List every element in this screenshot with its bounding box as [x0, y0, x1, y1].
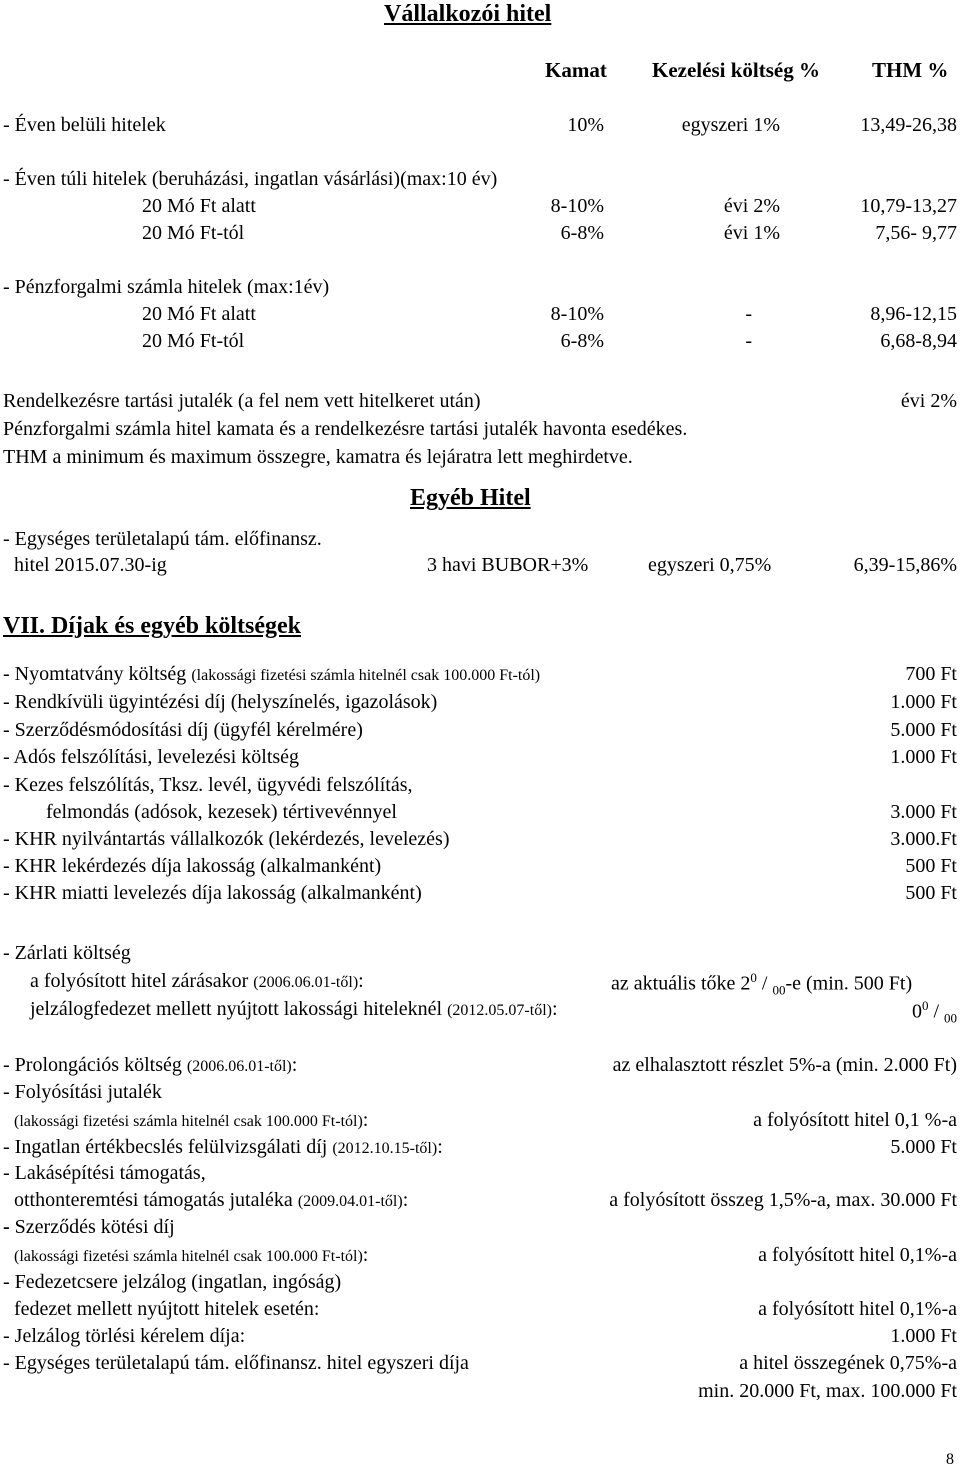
closing-row-date: (2012.05.07-től) — [447, 1002, 552, 1019]
cash-flow-row-kamat: 6-8% — [560, 330, 604, 352]
cash-flow-row-label: 20 Mó Ft alatt — [142, 303, 256, 325]
permille-slash: / — [761, 972, 768, 995]
cash-flow-row-kamat: 8-10% — [550, 303, 604, 325]
fee-value: 1.000 Ft — [890, 691, 957, 713]
lower-item-note-text: (lakossági fizetési számla hitelnél csak 100.000 Ft-tól) — [14, 1248, 363, 1265]
commitment-fee-label: Rendelkezésre tartási jutalék (a fel nem vett hitelkeret után) — [3, 390, 481, 412]
lower-item-value: a folyósított hitel 0,1%-a — [758, 1298, 957, 1320]
fee-value: 3.000 Ft — [890, 801, 957, 823]
within-year-thm: 13,49-26,38 — [860, 114, 957, 136]
fee-value: 1.000 Ft — [890, 746, 957, 768]
page-title: Vállalkozói hitel — [384, 1, 552, 27]
fee-value: 500 Ft — [905, 855, 957, 877]
other-credit-label: hitel 2015.07.30-ig — [14, 554, 167, 576]
other-credit-thm: 6,39-15,86% — [853, 554, 957, 576]
cash-flow-row-thm: 6,68-8,94 — [880, 330, 957, 352]
other-credit-heading: Egyéb Hitel — [410, 485, 531, 511]
lower-item-label: - Folyósítási jutalék — [3, 1081, 162, 1103]
lower-item-label: - Egységes területalapú tám. előfinansz. hitel egyszeri díja — [3, 1352, 469, 1374]
commitment-fee-value: évi 2% — [900, 390, 957, 412]
closing-row: a folyósított hitel zárásakor (2006.06.01-től): — [30, 970, 364, 992]
header-kezelesi: Kezelési költség % — [652, 58, 820, 82]
fee-label: - Rendkívüli ügyintézési díj (helyszínelés, igazolások) — [3, 691, 438, 713]
fee-label: - KHR lekérdezés díja lakosság (alkalmanként) — [3, 855, 382, 877]
permille-sub: 00 — [944, 1010, 957, 1026]
other-credit-kamat: 3 havi BUBOR+3% — [427, 554, 589, 576]
lower-item-note: (lakossági fizetési számla hitelnél csak 100.000 Ft-tól): — [14, 1244, 369, 1266]
over-year-row-label: 20 Mó Ft-tól — [142, 222, 245, 244]
permille-slash: / — [933, 1000, 939, 1023]
closing-row-label: a folyósított hitel zárásakor — [30, 970, 249, 992]
fee-label: - Nyomtatvány költség — [3, 663, 187, 685]
closing-label: - Zárlati költség — [3, 942, 131, 964]
fee-item — [3, 664, 540, 684]
closing-row: jelzálogfedezet mellett nyújtott lakossági hiteleknél (2012.05.07-től): — [30, 998, 558, 1020]
fee-value: 5.000 Ft — [890, 719, 957, 741]
lower-item: otthonteremtési támogatás jutaléka (2009.04.01-től): — [14, 1189, 409, 1211]
within-year-kamat: 10% — [567, 114, 604, 136]
closing-value-pre: az aktuális tőke 2 — [611, 972, 751, 995]
fee-label-cont: felmondás (adósok, kezesek) tértivevénnyel — [46, 801, 397, 823]
note-line: Pénzforgalmi számla hitel kamata és a rendelkezésre tartási jutalék havonta esedékes. — [3, 418, 688, 440]
other-credit-kezelesi: egyszeri 0,75% — [648, 554, 772, 576]
over-year-row-thm: 10,79-13,27 — [860, 195, 957, 217]
fee-label: - KHR miatti levelezés díja lakosság (alkalmanként) — [3, 882, 422, 904]
lower-item-label-cont: fedezet mellett nyújtott hitelek esetén: — [14, 1298, 320, 1320]
cash-flow-row-kezelesi: - — [745, 303, 752, 325]
lower-item-value: a folyósított összeg 1,5%-a, max. 30.000 Ft — [609, 1189, 957, 1211]
lower-item-date: (2006.06.01-től) — [186, 1058, 292, 1075]
closing-row-value — [912, 999, 957, 1025]
closing-value-pre: 0 — [911, 1000, 922, 1023]
fee-value: 700 Ft — [905, 663, 957, 685]
lower-item-value: a folyósított hitel 0,1 %-a — [753, 1109, 957, 1131]
within-year-label: - Éven belüli hitelek — [3, 114, 166, 136]
closing-row-date: (2006.06.01-től) — [253, 974, 359, 991]
header-thm: THM % — [872, 58, 949, 82]
lower-item-value: 5.000 Ft — [890, 1136, 957, 1158]
fees-heading: VII. Díjak és egyéb költségek — [3, 613, 301, 639]
lower-item-label — [3, 1217, 175, 1237]
permille-sup: 0 — [921, 998, 929, 1013]
closing-value-post: -e (min. 500 Ft) — [785, 972, 913, 995]
fee-label: - Kezes felszólítás, Tksz. levél, ügyvédi felszólítás, — [3, 774, 413, 796]
closing-row-value — [611, 971, 912, 997]
lower-item-value: az elhalasztott részlet 5%-a (min. 2.000 Ft) — [612, 1054, 957, 1076]
header-kamat: Kamat — [545, 58, 607, 82]
lower-item-dash: - — [3, 1216, 10, 1238]
lower-item-value: a folyósított hitel 0,1%-a — [758, 1244, 957, 1266]
permille-sup: 0 — [750, 970, 757, 985]
closing-row-label: jelzálogfedezet mellett nyújtott lakossági hiteleknél — [30, 998, 443, 1020]
within-year-kezelesi: egyszeri 1% — [681, 114, 780, 136]
note-line: THM a minimum és maximum összegre, kamatra és lejáratra lett meghirdetve. — [3, 446, 633, 468]
over-year-row-thm: 7,56- 9,77 — [875, 222, 957, 244]
over-year-label: - Éven túli hitelek (beruházási, ingatlan vásárlási)(max:10 év) — [3, 168, 498, 190]
cash-flow-row-kezelesi: - — [745, 330, 752, 352]
lower-item-value-cont: min. 20.000 Ft, max. 100.000 Ft — [698, 1380, 957, 1402]
cash-flow-row-thm: 8,96-12,15 — [870, 303, 957, 325]
other-credit-label: - Egységes területalapú tám. előfinansz. — [3, 528, 322, 550]
lower-item-label-cont: otthonteremtési támogatás jutaléka — [14, 1189, 293, 1211]
lower-item-label-text: Szerződés kötési díj — [9, 1216, 175, 1238]
lower-item: - Prolongációs költség (2006.06.01-től): — [3, 1054, 298, 1076]
over-year-row-kezelesi: évi 2% — [723, 195, 780, 217]
permille-sub: 00 — [772, 982, 786, 998]
lower-item-label: - Jelzálog törlési kérelem díja: — [3, 1325, 246, 1347]
fee-value: 3.000.Ft — [890, 828, 957, 850]
lower-item: - Ingatlan értékbecslés felülvizsgálati díj (2012.10.15-től): — [3, 1136, 443, 1158]
lower-item-value: 1.000 Ft — [890, 1325, 957, 1347]
fee-label: - KHR nyilvántartás vállalkozók (lekérdezés, levelezés) — [3, 828, 450, 850]
lower-item-note-text: (lakossági fizetési számla hitelnél csak 100.000 Ft-tól) — [14, 1113, 363, 1130]
cash-flow-row-label: 20 Mó Ft-tól — [142, 330, 245, 352]
over-year-row-kezelesi: évi 1% — [723, 222, 780, 244]
fee-label: - Adós felszólítási, levelezési költség — [3, 746, 300, 768]
fee-note: (lakossági fizetési számla hitelnél csak 100.000 Ft-tól) — [191, 667, 541, 684]
over-year-row-kamat: 8-10% — [550, 195, 604, 217]
lower-item-date: (2009.04.01-től) — [297, 1193, 403, 1210]
lower-item-label: - Lakásépítési támogatás, — [3, 1162, 206, 1184]
fee-value: 500 Ft — [905, 882, 957, 904]
page-number: 8 — [946, 1451, 954, 1468]
lower-item-date: (2012.10.15-től) — [332, 1140, 438, 1157]
fee-label: - Szerződésmódosítási díj (ügyfél kérelmére) — [3, 719, 363, 741]
lower-item-label: - Prolongációs költség — [3, 1054, 182, 1076]
over-year-row-label: 20 Mó Ft alatt — [142, 195, 256, 217]
lower-item-label: - Fedezetcsere jelzálog (ingatlan, ingóság) — [3, 1271, 342, 1293]
lower-item-value: a hitel összegének 0,75%-a — [739, 1352, 957, 1374]
lower-item-label: - Ingatlan értékbecslés felülvizsgálati díj — [3, 1136, 328, 1158]
over-year-row-kamat: 6-8% — [560, 222, 604, 244]
lower-item-note: (lakossági fizetési számla hitelnél csak 100.000 Ft-tól): — [14, 1109, 369, 1131]
cash-flow-label: - Pénzforgalmi számla hitelek (max:1év) — [3, 276, 330, 298]
